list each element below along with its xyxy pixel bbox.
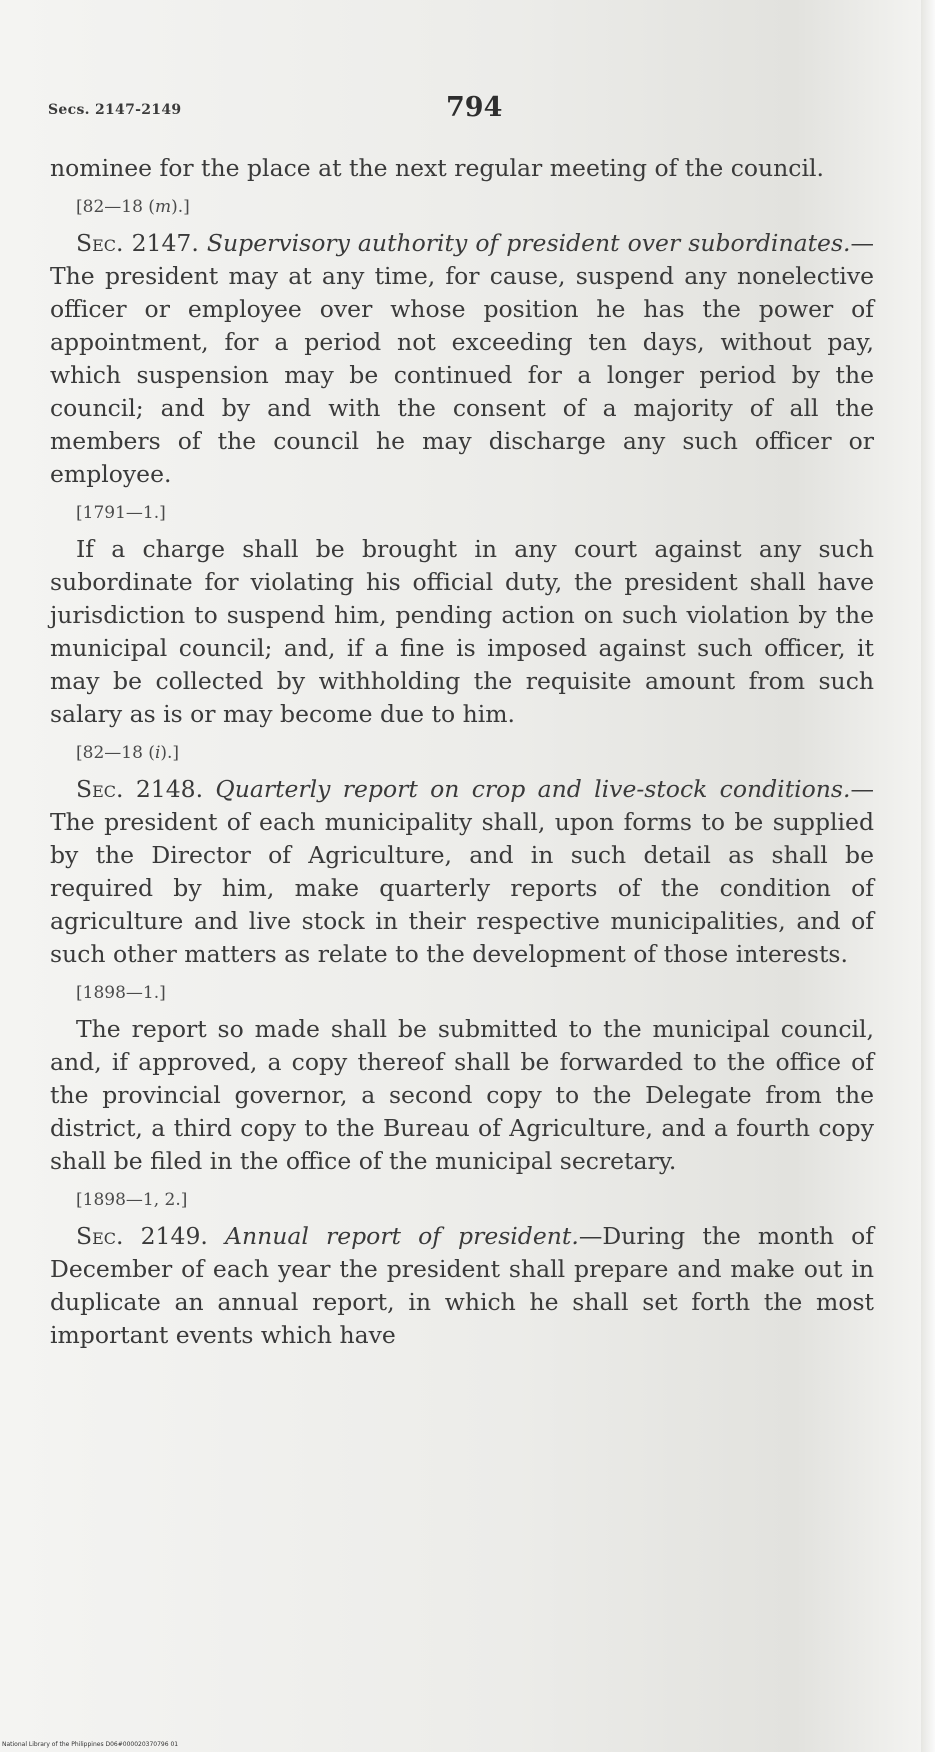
citation: [1898—1, 2.] (76, 1190, 188, 1210)
citation (76, 193, 874, 221)
citation-text: [82—18 ( (76, 197, 155, 217)
scan-footer: National Library of the Philippines D06#000020370796 01 (2, 1741, 179, 1748)
section-heading: Annual report of president. (224, 1222, 579, 1250)
page-header (48, 92, 878, 136)
citation-letter: m (154, 197, 172, 217)
section-heading: Supervisory authority of president over subordinates. (206, 229, 851, 257)
section-label: Sec. 2147. (76, 229, 199, 257)
page-body (50, 152, 874, 1360)
section-text: —The president may at any time, for cause, suspend any nonelective officer or employee over whose position he has the power of appointment, for a period not exceeding ten days, without pay, which suspension may be continued for a longer period by the council; and by and with the consent of a majority of all the members of the council he may discharge any such officer or employee. (50, 229, 874, 488)
citation (76, 739, 874, 767)
section-label: Sec. 2149. (76, 1222, 208, 1250)
page-number: 794 (446, 92, 503, 123)
citation: [1791—1.] (76, 503, 166, 523)
citation-letter: i (154, 743, 161, 763)
section-text: —The president of each municipality shall, upon forms to be supplied by the Director of Agriculture, and in such detail as shall be required by him, make quarterly reports of the condition of agriculture and live stock in their respective municipalities, and of such other matters as relate to the development of those interests. (50, 775, 874, 968)
citation-text-end: ).] (160, 743, 180, 763)
section-heading: Quarterly report on crop and live-stock conditions. (215, 775, 851, 803)
citation: [1898—1.] (76, 983, 166, 1003)
section-text: —During the month of December of each year the president shall prepare and make out in duplicate an annual report, in which he shall set forth the most important events which have (50, 1222, 874, 1349)
section-2149 (50, 1220, 874, 1352)
citation-text: [82—18 ( (76, 743, 155, 763)
paragraph: If a charge shall be brought in any court against any such subordinate for violating his official duty, the president shall have jurisdiction to suspend him, pending action on such violation by the municipal council; and, if a fine is imposed against such officer, it may be collected by withholding the requisite amount from such salary as is or may become due to him. (50, 535, 874, 728)
paragraph: The report so made shall be submitted to the municipal council, and, if approved, a copy thereof shall be forwarded to the office of the provincial governor, a second copy to the Delegate from the district, a third copy to the Bureau of Agriculture, and a fourth copy shall be filed in the office of the municipal secretary. (50, 1015, 874, 1175)
running-head: Secs. 2147-2149 (48, 102, 182, 118)
page-edge-shadow (921, 0, 935, 1752)
section-2148 (50, 773, 874, 971)
section-2147 (50, 227, 874, 491)
citation-text-end: ).] (171, 197, 190, 217)
section-label: Sec. 2148. (76, 775, 204, 803)
paragraph-continuation: nominee for the place at the next regular meeting of the council. (50, 154, 824, 182)
